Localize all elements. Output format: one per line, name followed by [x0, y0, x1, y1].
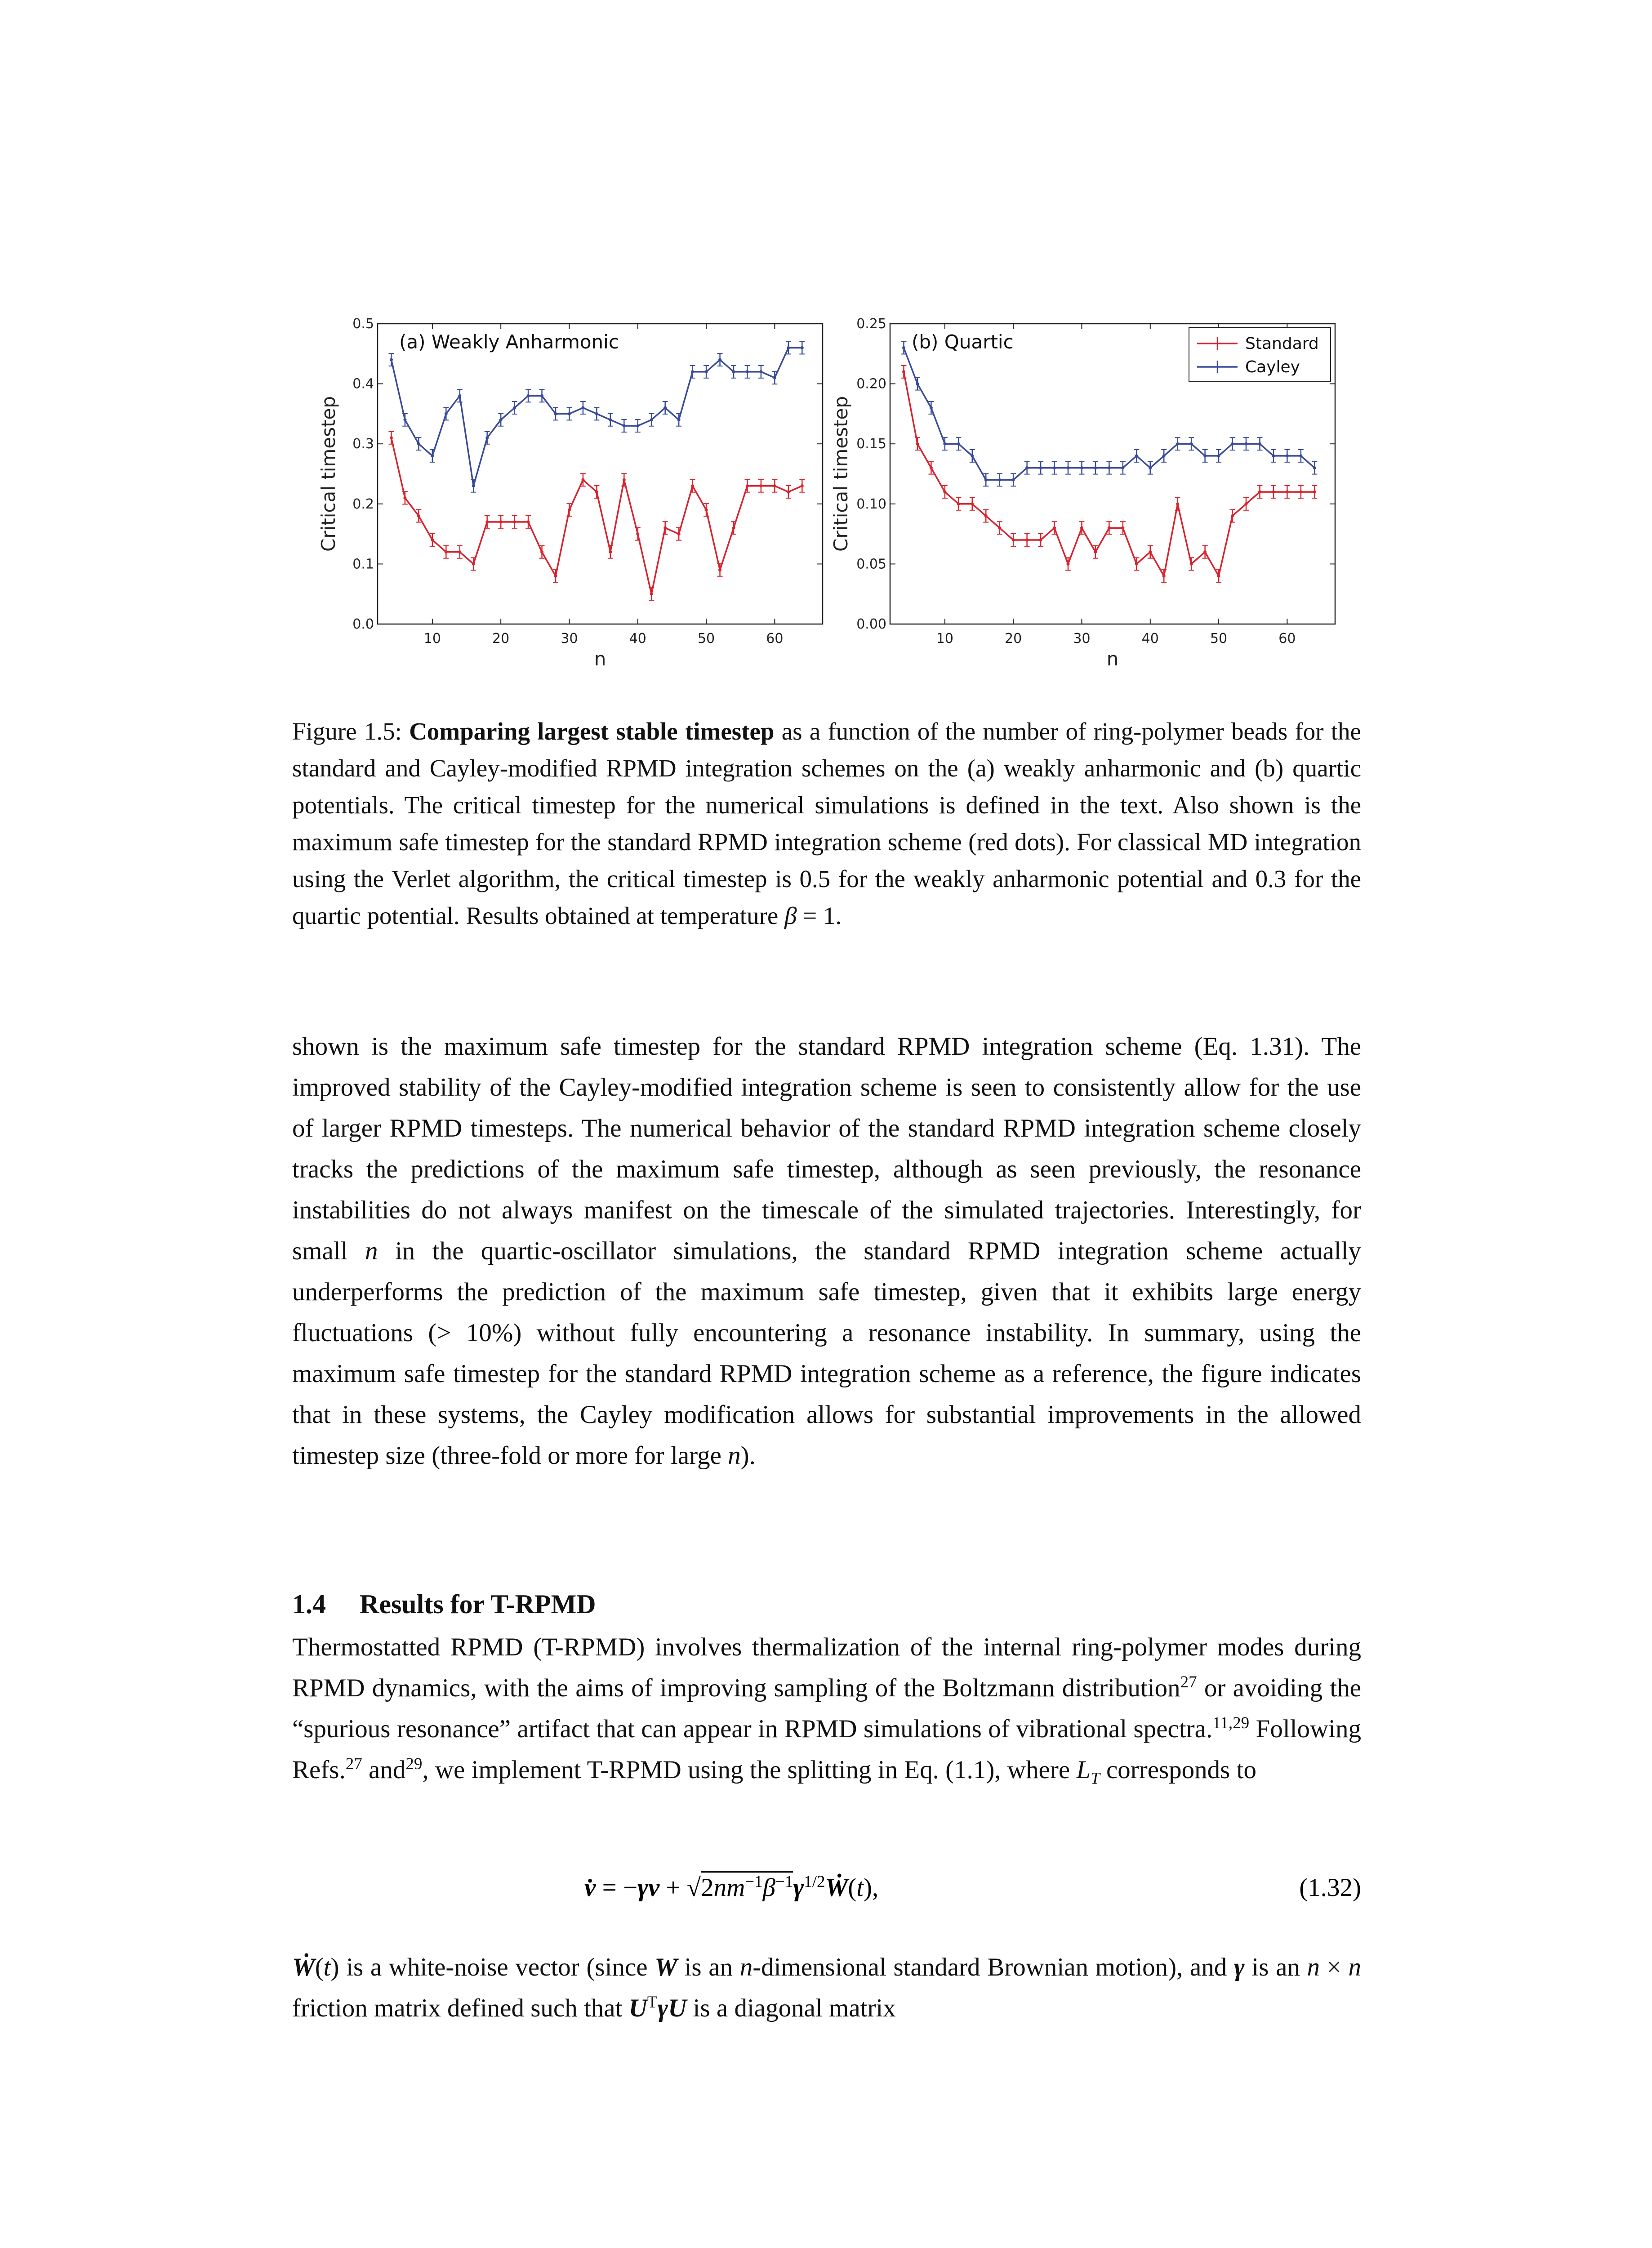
data-point: [957, 442, 960, 446]
x-tick-label: 20: [492, 631, 510, 647]
data-point: [1025, 538, 1029, 541]
data-point: [984, 478, 988, 482]
data-point: [527, 520, 530, 523]
data-point: [1080, 526, 1083, 530]
data-point: [732, 526, 735, 530]
y-axis-label: Critical timestep: [317, 396, 339, 552]
data-point: [1190, 562, 1193, 566]
data-point: [1135, 562, 1138, 566]
ref-11-29: 11,29: [1212, 1714, 1250, 1732]
y-tick-label: 0.00: [856, 616, 886, 632]
data-point: [705, 370, 708, 373]
data-point: [1108, 526, 1111, 530]
x-tick-label: 10: [936, 631, 953, 647]
caption-beta-tail: = 1.: [803, 902, 842, 929]
data-point: [650, 418, 653, 421]
y-tick-label: 0.4: [352, 376, 374, 392]
para1-text-2: in the quartic-oscillator simulations, the standard RPMD integration scheme actually underperforms the prediction of the maximum safe timestep, given that it exhibits large energy fluctuations (> 10%) without fully encountering a resonance instability. In summary, using the maximum safe timestep for the standard RPMD integration scheme as a reference, the figure indicates that in these systems, the Cayley modification allows for substantial improvements in the allowed timestep size (three-fold or more for large: [292, 1237, 1362, 1470]
data-point: [902, 370, 905, 373]
ref-29: 29: [405, 1755, 423, 1773]
legend-label-standard: Standard: [1245, 335, 1319, 353]
panel-title: (a) Weakly Anharmonic: [399, 331, 619, 353]
data-point: [1299, 491, 1302, 494]
data-point: [984, 514, 988, 517]
series-line-standard: [391, 438, 802, 594]
data-point: [595, 491, 598, 494]
data-point: [1094, 550, 1097, 553]
data-point: [1012, 538, 1015, 541]
data-point: [623, 424, 626, 428]
data-point: [971, 454, 974, 457]
data-point: [1258, 491, 1261, 494]
section-title: Results for T-RPMD: [360, 1589, 596, 1619]
data-point: [458, 394, 461, 397]
equation-number: (1.32): [1299, 1873, 1361, 1902]
data-point: [1012, 478, 1015, 482]
data-point: [609, 418, 612, 421]
para2-text-2: or avoiding the “spurious resonance” artifact that can appear in RPMD simulations of vibrational spectra.: [292, 1674, 1361, 1743]
equation-1-32: [292, 1869, 1361, 1918]
data-point: [677, 418, 681, 421]
data-point: [1299, 454, 1302, 457]
data-point: [472, 484, 475, 487]
data-point: [1149, 550, 1152, 553]
data-point: [705, 508, 708, 512]
data-point: [1190, 442, 1193, 446]
plot-area: [830, 316, 1335, 670]
para3-text-3: -dimensional standard Brownian motion), and: [753, 1953, 1227, 1981]
x-tick-label: 50: [1210, 631, 1228, 647]
data-point: [998, 478, 1001, 482]
data-point: [513, 520, 516, 523]
data-point: [390, 436, 393, 439]
data-point: [773, 484, 776, 487]
data-point: [1067, 562, 1070, 566]
data-point: [403, 496, 406, 500]
data-point: [568, 508, 571, 512]
data-point: [773, 376, 776, 379]
data-point: [581, 478, 584, 482]
section-number: 1.4: [292, 1589, 326, 1619]
data-point: [485, 520, 489, 523]
data-point: [732, 370, 735, 373]
data-point: [1313, 491, 1316, 494]
data-point: [1135, 454, 1138, 457]
data-point: [623, 478, 626, 482]
data-point: [1217, 575, 1220, 578]
legend-label-cayley: Cayley: [1245, 358, 1300, 376]
para2-text-6: corresponds to: [1106, 1756, 1256, 1784]
y-tick-label: 0.1: [352, 556, 374, 572]
x-tick-label: 20: [1005, 631, 1022, 647]
x-axis-label: n: [594, 648, 606, 670]
data-point: [1053, 526, 1056, 530]
data-point: [1039, 538, 1042, 541]
y-tick-label: 0.10: [856, 496, 886, 512]
data-point: [1108, 466, 1111, 469]
data-point: [916, 442, 919, 446]
data-point: [1080, 466, 1083, 469]
data-point: [1121, 526, 1124, 530]
caption-text: as a function of the number of ring-polymer beads for the standard and Cayley-modified RPMD integration schemes on the (a) weakly anharmonic and (b) quartic potentials. The critical timestep for the numerical simulations is defined in the text. Also shown is the maximum safe timestep for the standard RPMD integration scheme (red dots). For classical MD integration using the Verlet algorithm, the critical timestep is 0.5 for the weakly anharmonic potential and 0.3 for the quartic potential. Results obtained at temperature: [292, 718, 1361, 929]
data-point: [1272, 491, 1275, 494]
y-tick-label: 0.5: [352, 316, 374, 332]
data-point: [595, 412, 598, 415]
plot-frame: [378, 324, 823, 624]
x-tick-label: 30: [561, 631, 578, 647]
data-point: [472, 562, 475, 566]
data-point: [458, 550, 461, 553]
data-point: [650, 593, 653, 596]
data-point: [1162, 575, 1166, 578]
data-point: [417, 442, 420, 446]
y-tick-label: 0.20: [856, 376, 886, 392]
y-axis-label: Critical timestep: [830, 396, 852, 552]
x-tick-label: 30: [1073, 631, 1091, 647]
ref-27: 27: [1180, 1673, 1197, 1691]
data-point: [1176, 502, 1179, 505]
para2-text-3: Following Refs.: [292, 1715, 1362, 1784]
data-point: [787, 346, 790, 349]
data-point: [943, 442, 946, 446]
equation-body: v̇ = $-\gamma v + √2nm^{-1}\beta^{-1}\gamma^{1/2}Ẇ(t)$,: [584, 1873, 878, 1902]
para3-text-2: is an: [684, 1953, 733, 1981]
para3-text-4: is an: [1251, 1953, 1300, 1981]
data-point: [916, 382, 919, 385]
data-point: [1231, 442, 1234, 446]
y-tick-label: 0.25: [856, 316, 886, 332]
caption-bold: Comparing largest stable timestep: [409, 718, 775, 745]
data-point: [718, 568, 721, 571]
section-heading: [292, 1586, 1361, 1622]
data-point: [609, 550, 612, 553]
y-tick-label: 0.05: [856, 556, 886, 572]
data-point: [1217, 454, 1220, 457]
paragraph-1: shown is the maximum safe timestep for the standard RPMD integration scheme (Eq. 1.31). The improved stability of the Cayley-modified integration scheme is seen to consistently allow for the use of larger RPMD timesteps. The numerical behavior of the standard RPMD integration scheme closely tracks the predictions of the maximum safe timestep, although as seen previously, the resonance instabilities do not always manifest on the timescale of the simulated trajectories. Interestingly, for small n in the quartic-oscillator simulations, the standard RPMD integration scheme actually underperforms the prediction of the maximum safe timestep, given that it exhibits large energy fluctuations (> 10%) without fully encountering a resonance instability. In summary, using the maximum safe timestep for the standard RPMD integration scheme as a reference, the figure indicates that in these systems, the Cayley modification allows for substantial improvements in the allowed timestep size (three-fold or more for large n).: [292, 1032, 1362, 1470]
data-point: [1039, 466, 1042, 469]
para2-text-5: , we implement T-RPMD using the splitting in Eq. (1.1), where: [422, 1756, 1070, 1784]
para2-text-4: and: [369, 1756, 406, 1784]
data-point: [554, 412, 557, 415]
x-tick-label: 50: [697, 631, 715, 647]
y-tick-label: 0.0: [352, 616, 374, 632]
data-point: [636, 532, 639, 535]
data-point: [636, 424, 639, 428]
x-tick-label: 40: [629, 631, 646, 647]
data-point: [677, 532, 681, 535]
data-point: [1313, 466, 1316, 469]
data-point: [554, 575, 557, 578]
x-tick-label: 10: [423, 631, 441, 647]
data-point: [746, 370, 749, 373]
plot-area: [317, 316, 823, 670]
data-point: [1245, 442, 1248, 446]
x-tick-label: 40: [1141, 631, 1159, 647]
data-point: [957, 502, 960, 505]
data-point: [691, 484, 694, 487]
data-point: [445, 550, 448, 553]
ref-27b: 27: [345, 1755, 362, 1773]
chart-weakly-anharmonic: [315, 288, 836, 692]
data-point: [417, 514, 420, 517]
paragraph-3: Ẇ(t) is a white-noise vector (since W is an n-dimensional standard Brownian motion), and γ is an n × n friction matrix defined such that $U^T\gamma U$ is a diagonal matrix: [292, 1953, 1361, 2022]
y-tick-label: 0.3: [352, 436, 374, 452]
data-point: [1121, 466, 1124, 469]
data-point: [930, 466, 933, 469]
data-point: [1176, 442, 1179, 446]
data-point: [403, 418, 406, 421]
data-point: [787, 491, 790, 494]
data-point: [930, 406, 933, 410]
para3-text-6: is a diagonal matrix: [693, 1994, 896, 2022]
figure-caption: Figure 1.5: Comparing largest stable timestep as a function of the number of ring-polymer beads for the standard and Cayley-modified RPMD integration schemes on the (a) weakly anharmonic and (b) quartic potentials. The critical timestep for the numerical simulations is defined in the text. Also shown is the maximum safe timestep for the standard RPMD integration scheme (red dots). For classical MD integration using the Verlet algorithm, the critical timestep is 0.5 for the weakly anharmonic potential and 0.3 for the quartic potential. Results obtained at temperature β = 1.: [292, 718, 1361, 929]
data-point: [1272, 454, 1275, 457]
data-point: [527, 394, 530, 397]
data-point: [663, 406, 667, 410]
data-point: [485, 436, 489, 439]
data-point: [691, 370, 694, 373]
y-tick-label: 0.2: [352, 496, 374, 512]
data-point: [445, 412, 448, 415]
data-point: [663, 526, 667, 530]
data-point: [431, 538, 434, 541]
para2-text-1: Thermostatted RPMD (T-RPMD) involves thermalization of the internal ring-polymer modes during RPMD dynamics, with the aims of improving sampling of the Boltzmann distribution: [292, 1633, 1361, 1702]
chart-quartic: [827, 288, 1349, 692]
data-point: [581, 406, 584, 410]
data-point: [431, 454, 434, 457]
caption-label: Figure 1.5:: [292, 718, 402, 745]
para1-text-3: ).: [740, 1441, 756, 1470]
data-point: [1231, 514, 1234, 517]
data-point: [568, 412, 571, 415]
data-point: [1053, 466, 1056, 469]
data-point: [540, 550, 543, 553]
x-axis-label: n: [1106, 648, 1119, 670]
data-point: [759, 370, 762, 373]
paragraph-2: Thermostatted RPMD (T-RPMD) involves thermalization of the internal ring-polymer modes during RPMD dynamics, with the aims of improving sampling of the Boltzmann distribution$^{27}$ or avoiding the “spurious resonance” artifact that can appear in RPMD simulations of vibrational spectra.$^{11,29}$ Following Refs.$^{27}$ and$^{29}$, we implement T-RPMD using the splitting in Eq. (1.1), where $L_T$ corresponds to: [292, 1633, 1362, 1788]
data-point: [499, 418, 503, 421]
y-tick-label: 0.15: [856, 436, 886, 452]
data-point: [1258, 442, 1261, 446]
data-point: [746, 484, 749, 487]
data-point: [1067, 466, 1070, 469]
data-point: [1149, 466, 1152, 469]
data-point: [718, 358, 721, 361]
data-point: [540, 394, 543, 397]
data-point: [1025, 466, 1029, 469]
data-point: [513, 406, 516, 410]
data-point: [1094, 466, 1097, 469]
para1-text-1: shown is the maximum safe timestep for the standard RPMD integration scheme (Eq. 1.31). The improved stability of the Cayley-modified integration scheme is seen to consistently allow for the use of larger RPMD timesteps. The numerical behavior of the standard RPMD integration scheme closely tracks the predictions of the maximum safe timestep, although as seen previously, the resonance instabilities do not always manifest on the timescale of the simulated trajectories. Interestingly, for small: [292, 1032, 1361, 1265]
data-point: [499, 520, 503, 523]
data-point: [1162, 454, 1166, 457]
data-point: [1286, 491, 1289, 494]
data-point: [801, 346, 804, 349]
data-point: [1203, 550, 1207, 553]
x-tick-label: 60: [766, 631, 784, 647]
data-point: [971, 502, 974, 505]
para3-text-5: friction matrix defined such that: [292, 1994, 623, 2022]
data-point: [1203, 454, 1207, 457]
data-point: [1245, 502, 1248, 505]
data-point: [943, 491, 946, 494]
data-point: [998, 526, 1001, 530]
data-point: [759, 484, 762, 487]
data-point: [390, 358, 393, 361]
para3-text-1: is a white-noise vector (since: [346, 1953, 648, 1981]
data-point: [801, 484, 804, 487]
data-point: [902, 346, 905, 349]
panel-title: (b) Quartic: [912, 331, 1014, 353]
data-point: [1286, 454, 1289, 457]
x-tick-label: 60: [1278, 631, 1296, 647]
